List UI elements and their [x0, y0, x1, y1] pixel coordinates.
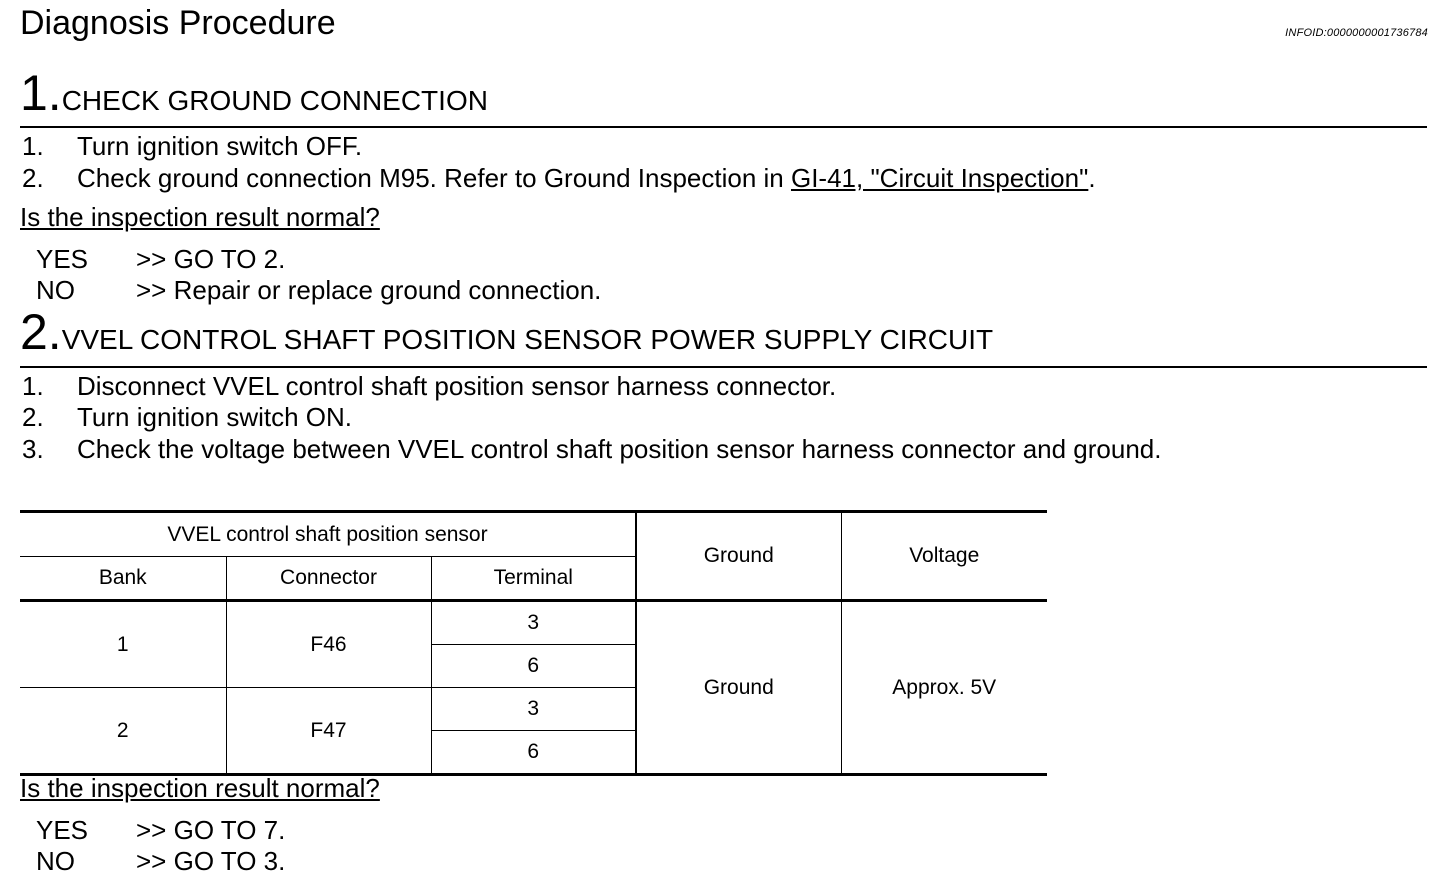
- table-header-bank: Bank: [20, 557, 226, 601]
- answer-action: >> Repair or replace ground connection.: [136, 275, 602, 305]
- item-text: Disconnect VVEL control shaft position sensor harness connector.: [77, 371, 837, 401]
- table-cell-bank: 1: [20, 601, 226, 688]
- step-1-answer-no: [36, 274, 601, 306]
- table-cell-bank: 2: [20, 688, 226, 775]
- table-header-voltage: Voltage: [841, 512, 1047, 601]
- answer-key: YES: [36, 244, 89, 274]
- answer-action: >> GO TO 3.: [136, 846, 286, 876]
- answer-key: NO: [36, 846, 75, 876]
- table-cell-voltage: Approx. 5V: [841, 601, 1047, 775]
- table-header-ground: Ground: [636, 512, 841, 601]
- table-cell-terminal: 6: [431, 731, 636, 775]
- voltage-spec-table: [20, 510, 1047, 776]
- step-2-divider: [20, 366, 1427, 368]
- step-1-item-2: [22, 162, 1096, 194]
- item-text: Turn ignition switch OFF.: [77, 131, 363, 161]
- step-2-title: VVEL CONTROL SHAFT POSITION SENSOR POWER SUPPLY CIRCUIT: [61, 324, 994, 355]
- step-2-item-2: [22, 401, 352, 433]
- info-id: INFOID:0000000001736784: [1285, 27, 1428, 39]
- item-text: Turn ignition switch ON.: [77, 402, 353, 432]
- answer-action: >> GO TO 7.: [136, 815, 286, 845]
- table-cell-terminal: 3: [431, 601, 636, 645]
- step-1-title: CHECK GROUND CONNECTION: [61, 85, 488, 116]
- step-2-answer-no: [36, 845, 285, 877]
- item-number: 2.: [22, 163, 44, 193]
- item-number: 3.: [22, 434, 44, 464]
- step-2-item-1: [22, 370, 836, 402]
- circuit-inspection-link[interactable]: GI-41, "Circuit Inspection": [790, 163, 1089, 193]
- table-header-connector: Connector: [226, 557, 431, 601]
- step-1-divider: [20, 126, 1427, 128]
- table-cell-connector: F46: [226, 601, 431, 688]
- item-text-end: .: [1088, 163, 1096, 193]
- step-1-item-1: [22, 130, 362, 162]
- item-text: Check the voltage between VVEL control shaft position sensor harness connector and ground.: [77, 434, 1162, 464]
- step-1-heading: [20, 65, 488, 121]
- step-1-question: Is the inspection result normal?: [20, 202, 380, 232]
- table-cell-connector: F47: [226, 688, 431, 775]
- answer-key: NO: [36, 275, 75, 305]
- item-text: Check ground connection M95. Refer to Ground Inspection in: [77, 163, 791, 193]
- step-1-number: 1.: [20, 65, 62, 121]
- item-number: 1.: [22, 371, 44, 401]
- item-number: 2.: [22, 402, 44, 432]
- step-2-answer-yes: [36, 814, 285, 846]
- table-cell-ground: Ground: [636, 601, 841, 775]
- step-2-item-3: [22, 433, 1161, 465]
- step-2-number: 2.: [20, 304, 62, 360]
- table-cell-terminal: 3: [431, 688, 636, 731]
- table-group-header: VVEL control shaft position sensor: [20, 512, 636, 557]
- page-title: Diagnosis Procedure: [20, 4, 336, 42]
- table-header-terminal: Terminal: [431, 557, 636, 601]
- item-number: 1.: [22, 131, 44, 161]
- step-2-heading: [20, 304, 994, 360]
- step-1-answer-yes: [36, 243, 285, 275]
- table-cell-terminal: 6: [431, 645, 636, 688]
- answer-action: >> GO TO 2.: [136, 244, 286, 274]
- step-2-question: Is the inspection result normal?: [20, 773, 380, 803]
- answer-key: YES: [36, 815, 89, 845]
